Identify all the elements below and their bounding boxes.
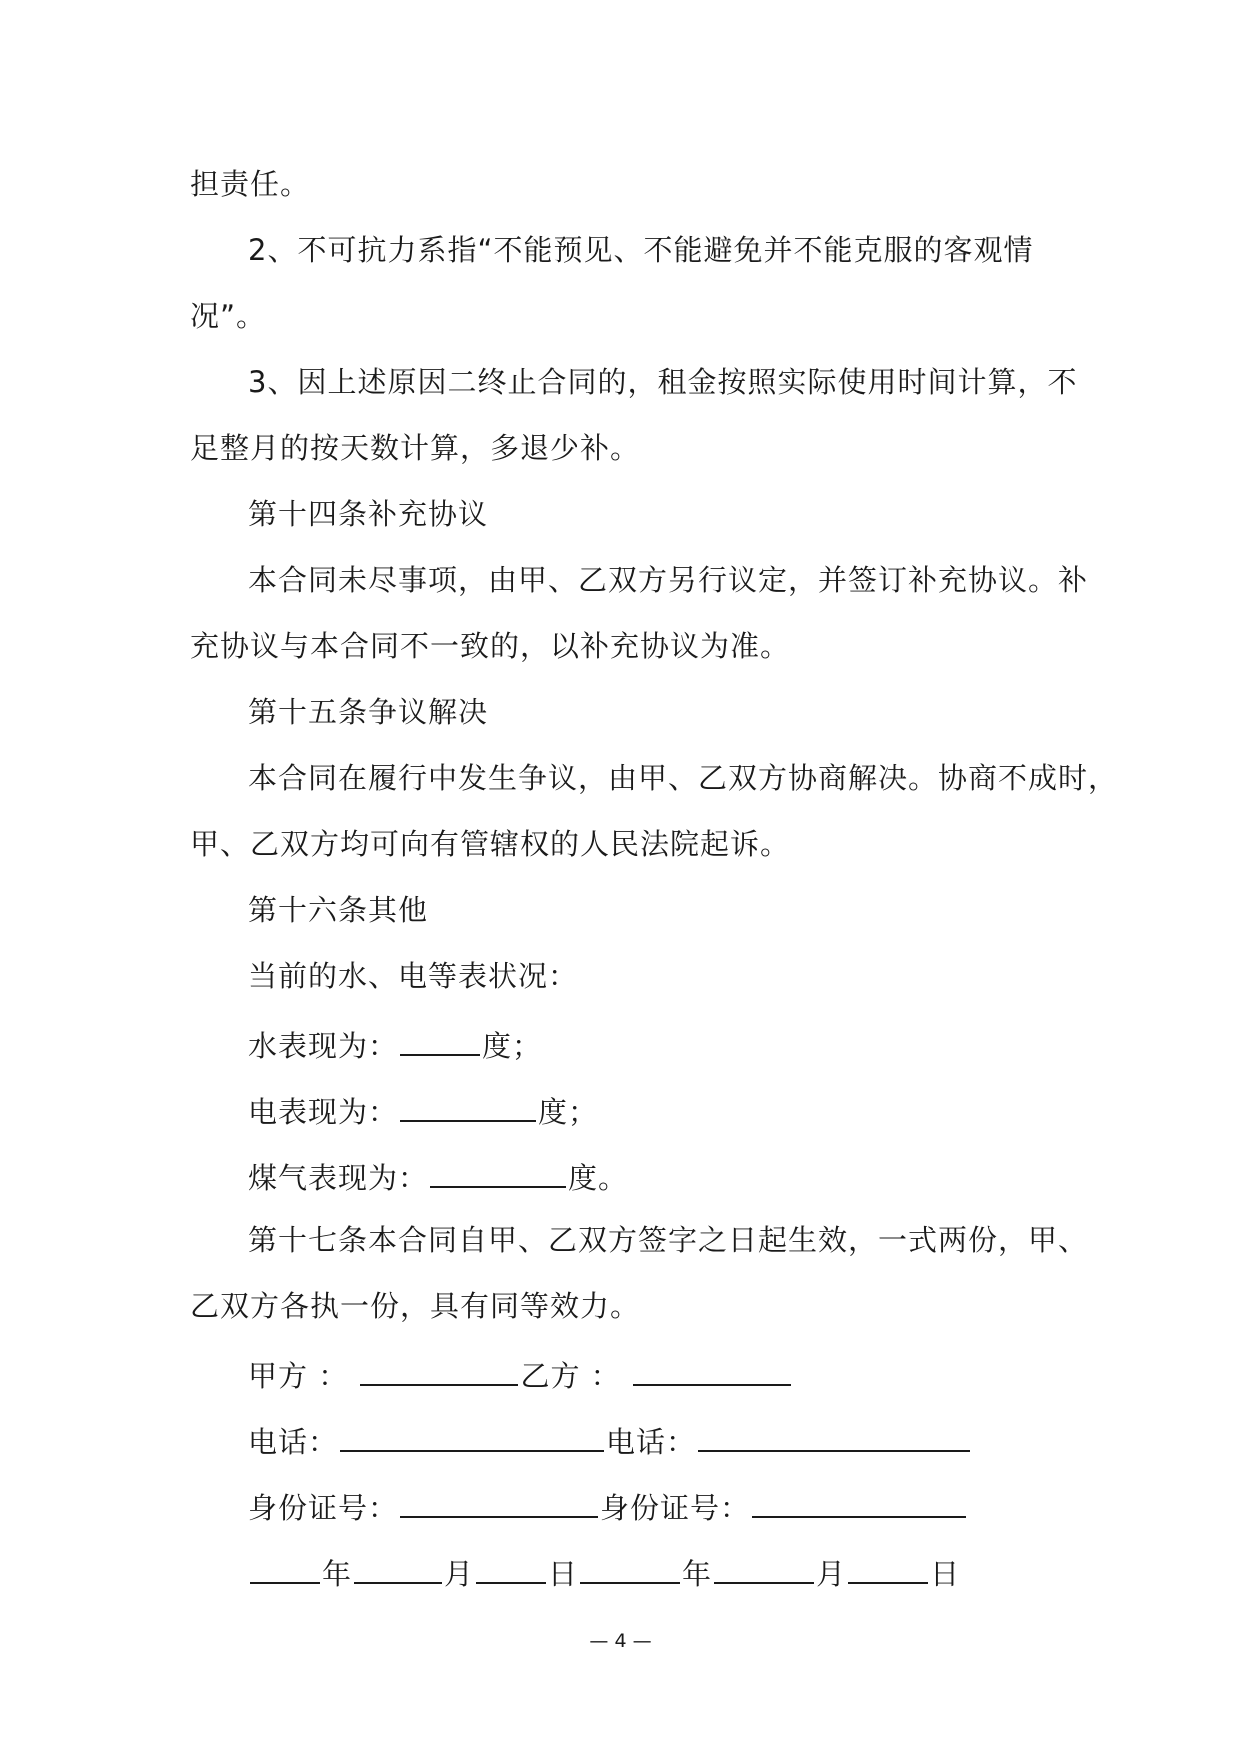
month-b-blank[interactable] <box>714 1552 814 1584</box>
phone-a-label: 电话： <box>248 1425 339 1459</box>
day-a-blank[interactable] <box>476 1552 546 1584</box>
id-a-blank[interactable] <box>400 1486 598 1518</box>
phone-row <box>248 1420 972 1460</box>
electric-meter-unit: 度； <box>538 1095 599 1129</box>
phone-b-label: 电话： <box>606 1425 697 1459</box>
text-line: 本合同未尽事项，由甲、乙双方另行议定，并签订补充协议。补 <box>248 563 1089 597</box>
text-line: 2、不可抗力系指“不能预见、不能避免并不能克服的客观情 <box>248 233 1034 267</box>
day-a-label: 日 <box>548 1557 579 1591</box>
month-a-blank[interactable] <box>354 1552 442 1584</box>
water-meter-row <box>248 1024 542 1064</box>
day-b-label: 日 <box>930 1557 961 1591</box>
party-row <box>248 1354 793 1394</box>
section-heading: 第十四条补充协议 <box>248 497 489 531</box>
party-a-blank[interactable] <box>360 1354 518 1386</box>
party-b-label: 乙方 ： <box>520 1359 621 1393</box>
text-line: 况”。 <box>190 299 267 333</box>
gas-meter-blank[interactable] <box>430 1156 566 1188</box>
id-b-blank[interactable] <box>752 1486 966 1518</box>
phone-a-blank[interactable] <box>340 1420 604 1452</box>
id-row <box>248 1486 968 1526</box>
gas-meter-unit: 度。 <box>568 1161 629 1195</box>
year-b-blank[interactable] <box>580 1552 680 1584</box>
water-meter-blank[interactable] <box>400 1024 480 1056</box>
year-b-label: 年 <box>682 1557 713 1591</box>
text-line: 足整月的按天数计算，多退少补。 <box>190 431 641 465</box>
text-line: 3、因上述原因二终止合同的，租金按照实际使用时间计算，不 <box>248 365 1078 399</box>
text-line: 乙双方各执一份，具有同等效力。 <box>190 1289 641 1323</box>
phone-b-blank[interactable] <box>698 1420 970 1452</box>
text-line: 本合同在履行中发生争议，由甲、乙双方协商解决。协商不成时， <box>248 761 1119 795</box>
water-meter-label: 水表现为： <box>248 1029 399 1063</box>
id-a-label: 身份证号： <box>248 1491 399 1525</box>
gas-meter-row <box>248 1156 628 1196</box>
party-a-label: 甲方 ： <box>248 1359 349 1393</box>
id-b-label: 身份证号： <box>600 1491 751 1525</box>
year-a-label: 年 <box>322 1557 353 1591</box>
electric-meter-label: 电表现为： <box>248 1095 399 1129</box>
section-heading: 第十五条争议解决 <box>248 695 489 729</box>
text-line: 第十七条本合同自甲、乙双方签字之日起生效，一式两份，甲、 <box>248 1223 1089 1257</box>
text-line: 当前的水、电等表状况： <box>248 959 579 993</box>
text-line: 甲、乙双方均可向有管辖权的人民法院起诉。 <box>190 827 791 861</box>
gas-meter-label: 煤气表现为： <box>248 1161 429 1195</box>
party-b-blank[interactable] <box>633 1354 791 1386</box>
section-heading: 第十六条其他 <box>248 893 429 927</box>
electric-meter-blank[interactable] <box>400 1090 536 1122</box>
water-meter-unit: 度； <box>482 1029 543 1063</box>
day-b-blank[interactable] <box>848 1552 928 1584</box>
date-row <box>248 1552 960 1592</box>
page-number: — 4 — <box>589 1630 652 1652</box>
text-line: 充协议与本合同不一致的，以补充协议为准。 <box>190 629 791 663</box>
month-b-label: 月 <box>816 1557 847 1591</box>
text-line: 担责任。 <box>190 167 311 201</box>
year-a-blank[interactable] <box>250 1552 320 1584</box>
electric-meter-row <box>248 1090 598 1130</box>
month-a-label: 月 <box>444 1557 475 1591</box>
